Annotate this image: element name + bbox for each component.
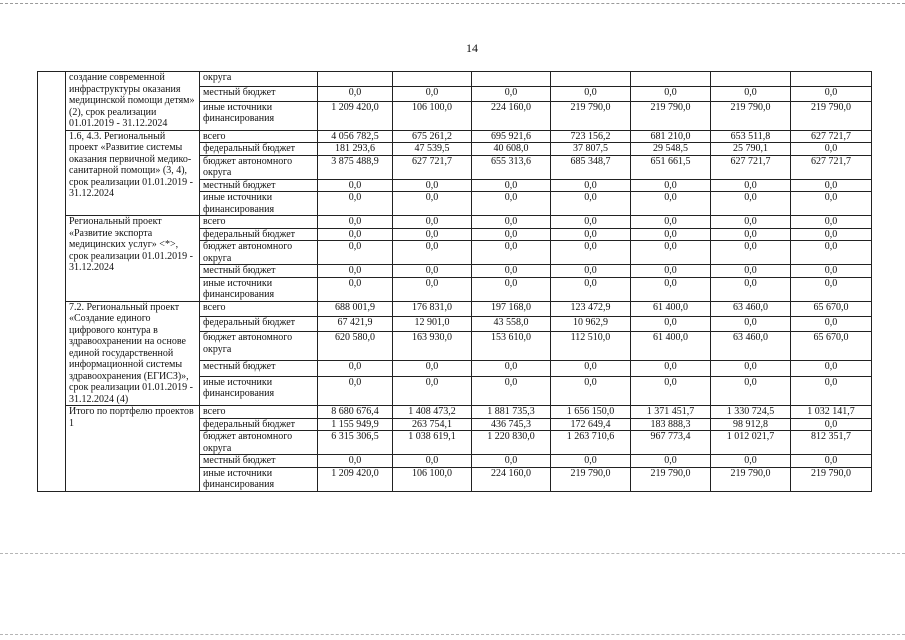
table-row xyxy=(38,406,872,419)
amount-cell: 0,0 xyxy=(472,361,551,376)
amount-cell: 1 032 141,7 xyxy=(791,406,872,419)
amount-cell: 0,0 xyxy=(472,265,551,278)
amount-cell: 0,0 xyxy=(551,179,631,192)
project-name-cell: Итого по портфелю проектов 1 xyxy=(66,406,200,492)
amount-cell: 1 371 451,7 xyxy=(631,406,711,419)
amount-cell: 0,0 xyxy=(393,228,472,241)
amount-cell: 106 100,0 xyxy=(393,467,472,491)
amount-cell: 0,0 xyxy=(551,455,631,468)
amount-cell: 0,0 xyxy=(472,277,551,301)
amount-cell: 812 351,7 xyxy=(791,431,872,455)
amount-cell: 25 790,1 xyxy=(711,143,791,156)
amount-cell: 224 160,0 xyxy=(472,101,551,130)
amount-cell: 0,0 xyxy=(472,241,551,265)
amount-cell: 627 721,7 xyxy=(791,130,872,143)
amount-cell: 123 472,9 xyxy=(551,301,631,316)
amount-cell: 0,0 xyxy=(631,241,711,265)
amount-cell: 0,0 xyxy=(711,241,791,265)
amount-cell: 0,0 xyxy=(791,376,872,405)
amount-cell: 0,0 xyxy=(631,361,711,376)
page-number: 14 xyxy=(466,41,478,55)
amount-cell: 0,0 xyxy=(551,216,631,229)
table-row xyxy=(38,72,872,87)
amount-cell xyxy=(791,72,872,87)
amount-cell: 0,0 xyxy=(631,316,711,331)
amount-cell: 47 539,5 xyxy=(393,143,472,156)
amount-cell: 219 790,0 xyxy=(551,101,631,130)
amount-cell: 0,0 xyxy=(318,192,393,216)
amount-cell: 0,0 xyxy=(551,265,631,278)
amount-cell: 651 661,5 xyxy=(631,155,711,179)
amount-cell: 0,0 xyxy=(791,455,872,468)
amount-cell: 0,0 xyxy=(631,265,711,278)
project-name-cell: Региональный проект «Развитие экспорта медицинских услуг» <*>, срок реализации 01.01.2019 - 31.12.2024 xyxy=(66,216,200,302)
amount-cell xyxy=(631,72,711,87)
amount-cell: 6 315 306,5 xyxy=(318,431,393,455)
amount-cell: 0,0 xyxy=(791,241,872,265)
amount-cell: 1 263 710,6 xyxy=(551,431,631,455)
amount-cell: 0,0 xyxy=(631,179,711,192)
amount-cell: 0,0 xyxy=(711,228,791,241)
amount-cell: 219 790,0 xyxy=(711,467,791,491)
amount-cell: 219 790,0 xyxy=(711,101,791,130)
amount-cell: 0,0 xyxy=(393,265,472,278)
scan-artifact-line xyxy=(0,553,905,555)
amount-cell xyxy=(711,72,791,87)
amount-cell: 0,0 xyxy=(791,179,872,192)
amount-cell: 106 100,0 xyxy=(393,101,472,130)
amount-cell: 0,0 xyxy=(631,277,711,301)
amount-cell: 0,0 xyxy=(472,216,551,229)
amount-cell: 219 790,0 xyxy=(551,467,631,491)
amount-cell: 183 888,3 xyxy=(631,418,711,431)
funding-source-cell: федеральный бюджет xyxy=(200,316,318,331)
amount-cell: 0,0 xyxy=(791,143,872,156)
amount-cell: 1 408 473,2 xyxy=(393,406,472,419)
amount-cell: 0,0 xyxy=(791,361,872,376)
amount-cell: 61 400,0 xyxy=(631,301,711,316)
amount-cell: 627 721,7 xyxy=(711,155,791,179)
amount-cell: 0,0 xyxy=(711,192,791,216)
amount-cell: 0,0 xyxy=(393,179,472,192)
amount-cell: 0,0 xyxy=(711,376,791,405)
amount-cell: 0,0 xyxy=(318,179,393,192)
amount-cell: 172 649,4 xyxy=(551,418,631,431)
amount-cell: 1 209 420,0 xyxy=(318,101,393,130)
funding-source-cell: местный бюджет xyxy=(200,455,318,468)
amount-cell: 29 548,5 xyxy=(631,143,711,156)
amount-cell: 0,0 xyxy=(791,192,872,216)
amount-cell: 0,0 xyxy=(791,277,872,301)
funding-source-cell: федеральный бюджет xyxy=(200,418,318,431)
amount-cell: 3 875 488,9 xyxy=(318,155,393,179)
amount-cell: 685 348,7 xyxy=(551,155,631,179)
amount-cell: 695 921,6 xyxy=(472,130,551,143)
amount-cell: 0,0 xyxy=(551,241,631,265)
amount-cell: 0,0 xyxy=(791,86,872,101)
amount-cell: 1 656 150,0 xyxy=(551,406,631,419)
amount-cell: 0,0 xyxy=(711,265,791,278)
amount-cell: 181 293,6 xyxy=(318,143,393,156)
funding-source-cell: бюджет автономного округа xyxy=(200,431,318,455)
amount-cell xyxy=(472,72,551,87)
amount-cell: 0,0 xyxy=(551,86,631,101)
amount-cell: 37 807,5 xyxy=(551,143,631,156)
amount-cell: 0,0 xyxy=(472,179,551,192)
project-name-cell: 7.2. Региональный проект «Создание единого цифрового контура в здравоохранении на основе единой государственной информационной системы здравоохранения (ЕГИСЗ)», срок реализации 01.01.2019 - 31.12.2024 (4) xyxy=(66,301,200,406)
amount-cell: 0,0 xyxy=(393,361,472,376)
amount-cell: 112 510,0 xyxy=(551,332,631,361)
amount-cell: 0,0 xyxy=(318,376,393,405)
amount-cell: 675 261,2 xyxy=(393,130,472,143)
amount-cell: 0,0 xyxy=(318,265,393,278)
table-row xyxy=(38,130,872,143)
amount-cell: 627 721,7 xyxy=(791,155,872,179)
funding-source-cell: местный бюджет xyxy=(200,265,318,278)
amount-cell: 0,0 xyxy=(472,228,551,241)
amount-cell: 40 608,0 xyxy=(472,143,551,156)
funding-source-cell: иные источники финансирования xyxy=(200,467,318,491)
amount-cell: 0,0 xyxy=(711,86,791,101)
amount-cell: 219 790,0 xyxy=(791,101,872,130)
amount-cell: 219 790,0 xyxy=(791,467,872,491)
amount-cell: 1 220 830,0 xyxy=(472,431,551,455)
amount-cell: 12 901,0 xyxy=(393,316,472,331)
amount-cell: 0,0 xyxy=(318,455,393,468)
amount-cell: 723 156,2 xyxy=(551,130,631,143)
amount-cell xyxy=(551,72,631,87)
amount-cell: 153 610,0 xyxy=(472,332,551,361)
amount-cell: 0,0 xyxy=(551,192,631,216)
amount-cell: 688 001,9 xyxy=(318,301,393,316)
row-number-column xyxy=(38,72,66,492)
amount-cell: 655 313,6 xyxy=(472,155,551,179)
funding-source-cell: бюджет автономного округа xyxy=(200,332,318,361)
table-row xyxy=(38,216,872,229)
amount-cell: 0,0 xyxy=(393,277,472,301)
amount-cell: 163 930,0 xyxy=(393,332,472,361)
amount-cell: 0,0 xyxy=(393,376,472,405)
amount-cell: 197 168,0 xyxy=(472,301,551,316)
amount-cell: 8 680 676,4 xyxy=(318,406,393,419)
amount-cell: 0,0 xyxy=(551,277,631,301)
funding-source-cell: всего xyxy=(200,216,318,229)
amount-cell: 0,0 xyxy=(393,455,472,468)
amount-cell: 61 400,0 xyxy=(631,332,711,361)
amount-cell: 0,0 xyxy=(631,228,711,241)
amount-cell: 0,0 xyxy=(791,228,872,241)
amount-cell: 0,0 xyxy=(318,216,393,229)
amount-cell: 1 209 420,0 xyxy=(318,467,393,491)
amount-cell: 1 155 949,9 xyxy=(318,418,393,431)
amount-cell: 219 790,0 xyxy=(631,467,711,491)
funding-source-cell: всего xyxy=(200,301,318,316)
funding-source-cell: иные источники финансирования xyxy=(200,376,318,405)
amount-cell: 0,0 xyxy=(318,361,393,376)
amount-cell: 0,0 xyxy=(631,216,711,229)
funding-source-cell: федеральный бюджет xyxy=(200,228,318,241)
amount-cell: 0,0 xyxy=(318,228,393,241)
amount-cell: 0,0 xyxy=(318,241,393,265)
amount-cell: 65 670,0 xyxy=(791,332,872,361)
amount-cell: 0,0 xyxy=(393,216,472,229)
amount-cell: 63 460,0 xyxy=(711,332,791,361)
amount-cell: 0,0 xyxy=(318,277,393,301)
amount-cell xyxy=(393,72,472,87)
amount-cell: 0,0 xyxy=(551,376,631,405)
amount-cell: 0,0 xyxy=(711,179,791,192)
funding-source-cell: иные источники финансирования xyxy=(200,277,318,301)
amount-cell: 263 754,1 xyxy=(393,418,472,431)
amount-cell: 0,0 xyxy=(711,361,791,376)
amount-cell: 0,0 xyxy=(631,192,711,216)
amount-cell: 63 460,0 xyxy=(711,301,791,316)
funding-source-cell: бюджет автономного округа xyxy=(200,241,318,265)
amount-cell: 0,0 xyxy=(472,86,551,101)
amount-cell: 65 670,0 xyxy=(791,301,872,316)
amount-cell: 620 580,0 xyxy=(318,332,393,361)
funding-source-cell: всего xyxy=(200,130,318,143)
amount-cell: 0,0 xyxy=(551,228,631,241)
funding-source-cell: местный бюджет xyxy=(200,361,318,376)
amount-cell: 10 962,9 xyxy=(551,316,631,331)
amount-cell: 0,0 xyxy=(711,455,791,468)
amount-cell: 0,0 xyxy=(631,455,711,468)
amount-cell: 653 511,8 xyxy=(711,130,791,143)
amount-cell: 0,0 xyxy=(472,455,551,468)
amount-cell: 0,0 xyxy=(631,376,711,405)
scan-artifact-line xyxy=(0,634,905,636)
amount-cell: 0,0 xyxy=(393,241,472,265)
scan-artifact-line xyxy=(0,3,905,5)
amount-cell: 0,0 xyxy=(791,216,872,229)
amount-cell: 4 056 782,5 xyxy=(318,130,393,143)
project-name-cell: 1.6, 4.3. Региональный проект «Развитие системы оказания первичной медико-санитарной помощи» (3, 4), срок реализации 01.01.2019 - 31.12.2024 xyxy=(66,130,200,216)
amount-cell: 0,0 xyxy=(791,265,872,278)
amount-cell: 98 912,8 xyxy=(711,418,791,431)
funding-source-cell: бюджет автономного округа xyxy=(200,155,318,179)
funding-source-cell: иные источники финансирования xyxy=(200,192,318,216)
amount-cell: 1 038 619,1 xyxy=(393,431,472,455)
amount-cell: 224 160,0 xyxy=(472,467,551,491)
amount-cell: 0,0 xyxy=(711,216,791,229)
amount-cell: 67 421,9 xyxy=(318,316,393,331)
amount-cell: 681 210,0 xyxy=(631,130,711,143)
amount-cell: 0,0 xyxy=(551,361,631,376)
funding-source-cell: округа xyxy=(200,72,318,87)
amount-cell: 0,0 xyxy=(393,86,472,101)
amount-cell: 0,0 xyxy=(472,192,551,216)
funding-source-cell: федеральный бюджет xyxy=(200,143,318,156)
amount-cell: 0,0 xyxy=(393,192,472,216)
amount-cell: 1 330 724,5 xyxy=(711,406,791,419)
funding-source-cell: местный бюджет xyxy=(200,86,318,101)
amount-cell: 219 790,0 xyxy=(631,101,711,130)
amount-cell: 0,0 xyxy=(318,86,393,101)
amount-cell: 0,0 xyxy=(711,277,791,301)
amount-cell: 0,0 xyxy=(711,316,791,331)
funding-source-cell: местный бюджет xyxy=(200,179,318,192)
amount-cell: 0,0 xyxy=(791,316,872,331)
amount-cell: 0,0 xyxy=(631,86,711,101)
table-row xyxy=(38,301,872,316)
project-name-cell: создание современной инфраструктуры оказания медицинской помощи детям» (2), срок реализации 01.01.2019 - 31.12.2024 xyxy=(66,72,200,131)
amount-cell: 1 881 735,3 xyxy=(472,406,551,419)
funding-source-cell: всего xyxy=(200,406,318,419)
amount-cell: 1 012 021,7 xyxy=(711,431,791,455)
amount-cell: 967 773,4 xyxy=(631,431,711,455)
amount-cell: 0,0 xyxy=(472,376,551,405)
budget-table xyxy=(37,71,872,492)
amount-cell: 176 831,0 xyxy=(393,301,472,316)
amount-cell: 0,0 xyxy=(791,418,872,431)
amount-cell: 436 745,3 xyxy=(472,418,551,431)
amount-cell: 43 558,0 xyxy=(472,316,551,331)
amount-cell xyxy=(318,72,393,87)
amount-cell: 627 721,7 xyxy=(393,155,472,179)
funding-source-cell: иные источники финансирования xyxy=(200,101,318,130)
